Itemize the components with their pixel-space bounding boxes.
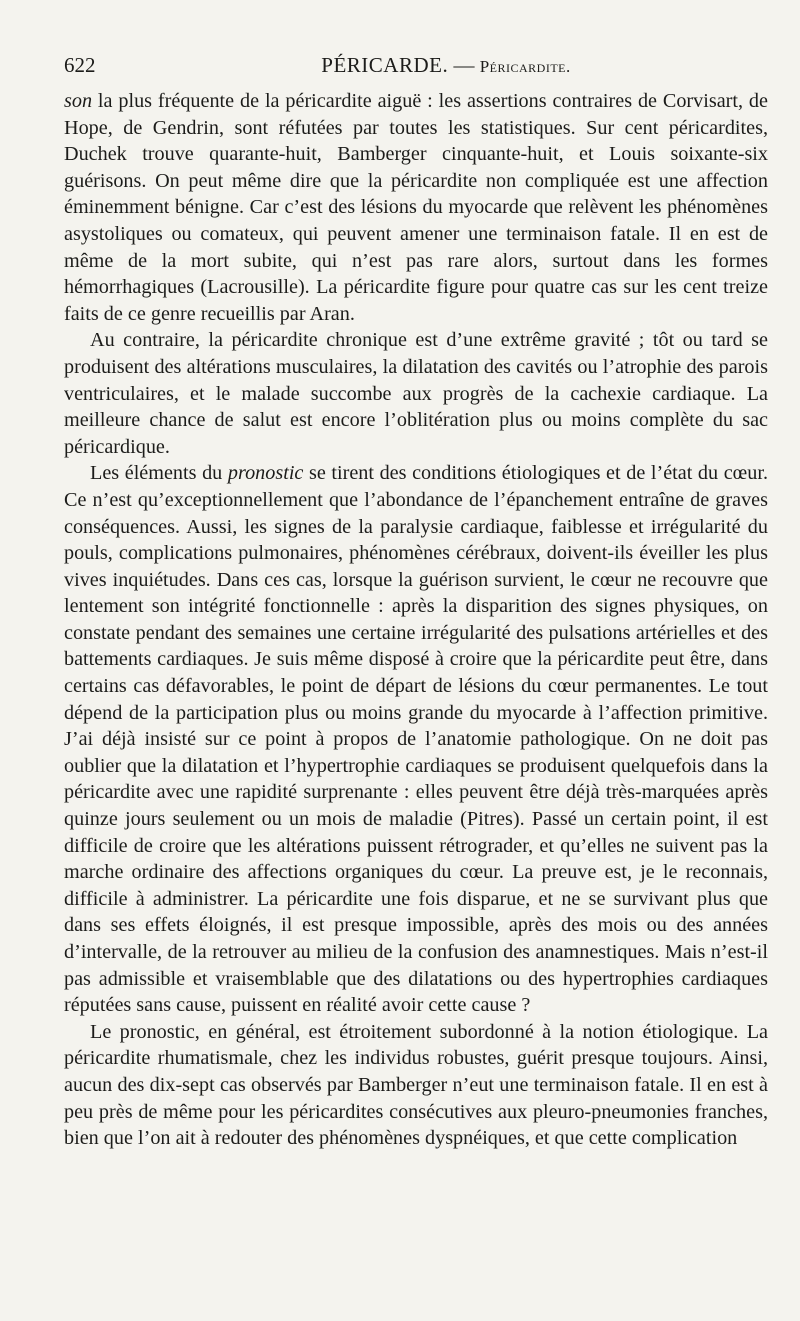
- paragraph-1-text: la plus fréquente de la péricardite aiguë : les assertions contraires de Corvisart, de Hope, de Gendrin, sont réfutées par toutes les statistiques. Sur cent péricardites, Duchek trouve quarante-huit, Bamberger cinquante-huit, et Louis soixante-six guérisons. On peut même dire que la péricardite non compliquée est une affection éminemment bénigne. Car c’est des lésions du myocarde que relèvent les phénomènes asystoliques ou comateux, qui peuvent amener une terminaison fatale. Il en est de même de la mort subite, qui n’est pas rare alors, surtout dans les formes hémorrhagiques (Lacrousille). La péricardite figure pour quatre cas sur les cent treize faits de ce genre recueillis par Aran.: [64, 90, 768, 325]
- paragraph-3: [64, 460, 768, 1018]
- running-title: [64, 50, 768, 82]
- running-title-separator: —: [453, 53, 475, 77]
- page-number: 622: [64, 53, 96, 77]
- paragraph-3-italic-term: pronostic: [227, 462, 304, 485]
- paragraph-4: [64, 1019, 768, 1152]
- paragraph-3-before: Les éléments du: [90, 462, 228, 485]
- paragraph-1: [64, 88, 768, 327]
- paragraph-4-text: Le pronostic, en général, est étroitement subordonné à la notion étiologique. La péricardite rhumatismale, chez les individus robustes, guérit presque toujours. Ainsi, aucun des dix-sept cas observés par Bamberger n’eut une terminaison fatale. Il en est à peu près de même pour les péricardites consécutives aux pleuro-pneumonies franches, bien que l’on ait à redouter des phénomènes dyspnéiques, et que cette complication: [64, 1020, 768, 1150]
- running-head: [64, 50, 768, 80]
- paragraph-2: [64, 327, 768, 460]
- running-title-main: PÉRICARDE.: [321, 53, 449, 77]
- running-title-sub: Péricardite.: [479, 57, 571, 76]
- paragraph-2-text: Au contraire, la péricardite chronique est d’une extrême gravité ; tôt ou tard se produisent des altérations musculaires, la dilatation des cavités ou l’atrophie des parois ventriculaires, et le malade succombe aux progrès de la cachexie cardiaque. La meilleure chance de salut est encore l’oblitération plus ou moins complète du sac péricardique.: [64, 329, 768, 458]
- paragraph-3-after: se tirent des conditions étiologiques et de l’état du cœur. Ce n’est qu’exceptionnellement que l’abondance de l’épanchement entraîne de graves conséquences. Aussi, les signes de la paralysie cardiaque, faiblesse et irrégularité du pouls, complications pulmonaires, phénomènes cérébraux, doivent-ils éveiller les plus vives inquiétudes. Dans ces cas, lorsque la guérison survient, le cœur ne recouvre que lentement son intégrité fonctionnelle : après la disparition des signes physiques, on constate pendant des semaines une certaine irrégularité des pulsations artérielles et des battements cardiaques. Je suis même disposé à croire que la péricardite peut être, dans certains cas défavorables, le point de départ de lésions du cœur permanentes. Le tout dépend de la participation plus ou moins grande du myocarde à l’affection primitive. J’ai déjà insisté sur ce point à propos de l’anatomie pathologique. On ne doit pas oublier que la dilatation et l’hypertrophie cardiaques se produisent quelquefois dans la péricardite avec une rapidité surprenante : elles peuvent être déjà très-marquées après quinze jours seulement ou un mois de maladie (Pitres). Passé un certain point, il est difficile de croire que les altérations puissent rétrograder, et qu’elles ne suivent pas la marche ordinaire des affections organiques du cœur. La preuve est, je le reconnais, difficile à administrer. La péricardite une fois disparue, et ne se survivant plus que dans ses effets éloignés, il est presque impossible, après des mois ou des années d’intervalle, de la retrouver au milieu de la confusion des anamnestiques. Mais n’est-il pas admissible et vraisemblable que des dilatations ou des hypertrophies cardiaques réputées sans cause, puissent en réalité avoir cette cause ?: [64, 462, 768, 1017]
- paragraph-1-lead-italic: son: [64, 90, 93, 112]
- body-text: [64, 88, 768, 1152]
